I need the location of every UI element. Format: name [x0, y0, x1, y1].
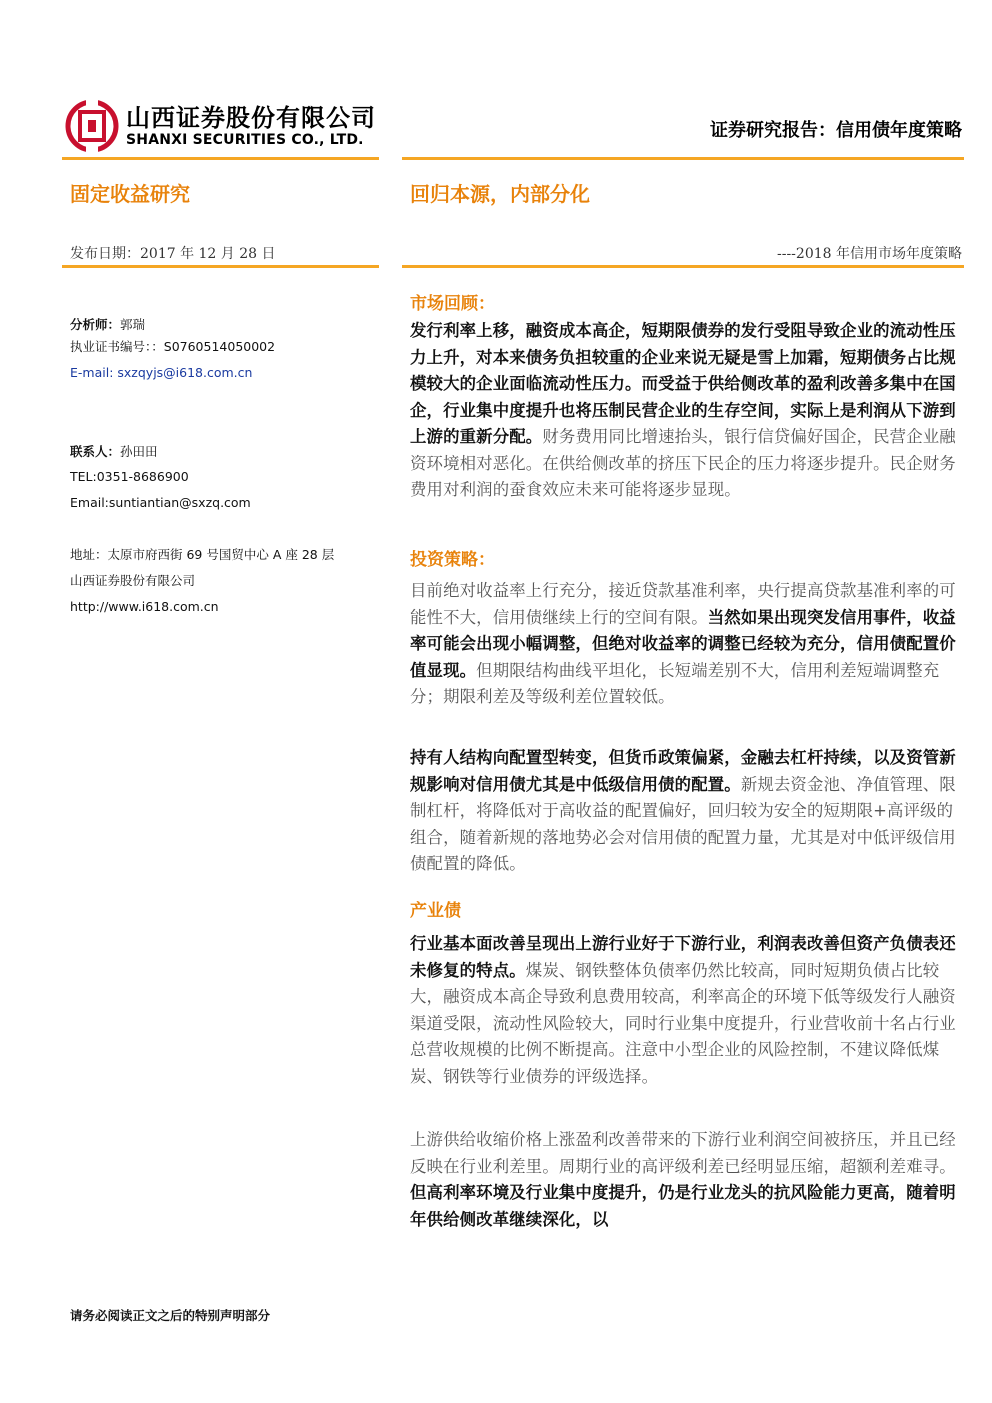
email-label: E-mail: [70, 365, 114, 380]
contact-tel: TEL:0351-8686900 [70, 469, 189, 484]
header-rule-right [402, 157, 964, 160]
strategy-p1-text-a: 目前绝对收益率上行充分，接近贷款基准利率，央行提高贷款基准利率的可能性不大，信用债继续上行的空间有限。 [410, 581, 956, 627]
date-rule-left [62, 265, 379, 268]
firm-name: 山西证券股份有限公司 [70, 573, 196, 588]
strategy-p1-bold: 当然如果出现突发信用事件，收益率可能会出现小幅调整，但绝对收益率的调整已经较为充分，信用债配置价值显现。 [410, 607, 956, 680]
report-subtitle: ----2018 年信用市场年度策略 [776, 246, 962, 262]
cert-label: 执业证书编号： [70, 339, 152, 354]
industry-p2-bold: 但高利率环境及行业集中度提升，仍是行业龙头的抗风险能力更高，随着明年供给侧改革继续深化，以 [410, 1183, 956, 1229]
industry-paragraph-2 [410, 1127, 962, 1233]
analyst-email-line[interactable] [70, 364, 252, 382]
analyst-email[interactable]: sxzqyjs@i618.com.cn [117, 365, 253, 380]
industry-p1-text: 煤炭、钢铁整体负债率仍然比较高，同时短期负债占比较大，融资成本高企导致利息费用较高，利率高企的环境下低等级发行人融资渠道受限，流动性风险较大，同时行业集中度提升，行业营收前十名占行业总营收规模的比例不断提高。注意中小型企业的风险控制，不建议降低煤炭、钢铁等行业债券的评级选择。 [410, 960, 956, 1086]
industry-heading: 产业债 [410, 901, 461, 921]
company-name-cn: 山西证券股份有限公司 [126, 104, 376, 132]
date-rule-right [402, 265, 964, 268]
market-review-bold: 发行利率上移，融资成本高企，短期限债券的发行受阻导致企业的流动性压力上升，对本来债务负担较重的企业来说无疑是雪上加霜，短期债务占比规模较大的企业面临流动性压力。而受益于供给侧改革的盈利改善多集中在国企，行业集中度提升也将压制民营企业的生存空间，实际上是利润从下游到上游的重新分配。 [410, 321, 956, 446]
report-type: 证券研究报告：信用债年度策略 [710, 120, 962, 141]
market-review-body [410, 318, 962, 504]
disclaimer-footer: 请务必阅读正文之后的特别声明部分 [70, 1308, 271, 1323]
analyst-name: 郭瑞 [120, 317, 146, 332]
address: 地址：太原市府西街 69 号国贸中心 A 座 28 层 [70, 547, 335, 562]
section-title: 固定收益研究 [70, 182, 190, 206]
industry-p2-text: 上游供给收缩价格上涨盈利改善带来的下游行业利润空间被挤压，并且已经反映在行业利差里。周期行业的高评级利差已经明显压缩，超额利差难寻。 [410, 1130, 956, 1176]
industry-p1-bold: 行业基本面改善呈现出上游行业好于下游行业，利润表改善但资产负债表还未修复的特点。 [410, 934, 956, 980]
strategy-paragraph-1 [410, 578, 962, 711]
contact-name: 孙田田 [120, 444, 158, 459]
publish-date: 发布日期：2017 年 12 月 28 日 [70, 246, 276, 262]
industry-paragraph-1 [410, 931, 962, 1090]
contact-email[interactable]: Email:suntiantian@sxzq.com [70, 495, 251, 510]
cert-value: ：S0760514050002 [151, 339, 276, 354]
website-link[interactable]: http://www.i618.com.cn [70, 599, 219, 614]
strategy-heading: 投资策略： [410, 550, 495, 570]
strategy-p2-text: 新规去资金池、净值管理、限制杠杆，将降低对于高收益的配置偏好，回归较为安全的短期限+高评级的组合，随着新规的落地势必会对信用债的配置力量，尤其是对中低评级信用债配置的降低。 [410, 774, 956, 873]
company-logo-icon [64, 96, 120, 156]
report-title: 回归本源，内部分化 [410, 182, 590, 206]
market-review-heading: 市场回顾： [410, 294, 495, 314]
strategy-paragraph-2 [410, 745, 962, 878]
strategy-p1-text-b: 但期限结构曲线平坦化，长短端差别不大，信用利差短端调整充分；期限利差及等级利差位置较低。 [410, 660, 940, 706]
strategy-p2-bold: 持有人结构向配置型转变，但货币政策偏紧，金融去杠杆持续，以及资管新规影响对信用债尤其是中低级信用债的配置。 [410, 748, 956, 794]
analyst-label: 分析师： [70, 317, 121, 332]
contact-label: 联系人： [70, 444, 121, 459]
company-name-en: SHANXI SECURITIES CO., LTD. [126, 132, 364, 148]
contact-line [70, 443, 158, 461]
cert-line [70, 338, 275, 356]
analyst-line [70, 316, 145, 334]
market-review-text: 财务费用同比增速抬头，银行信贷偏好国企，民营企业融资环境相对恶化。在供给侧改革的挤压下民企的压力将逐步提升。民企财务费用对利润的蚕食效应未来可能将逐步显现。 [410, 427, 956, 499]
header-rule-left [62, 157, 379, 160]
